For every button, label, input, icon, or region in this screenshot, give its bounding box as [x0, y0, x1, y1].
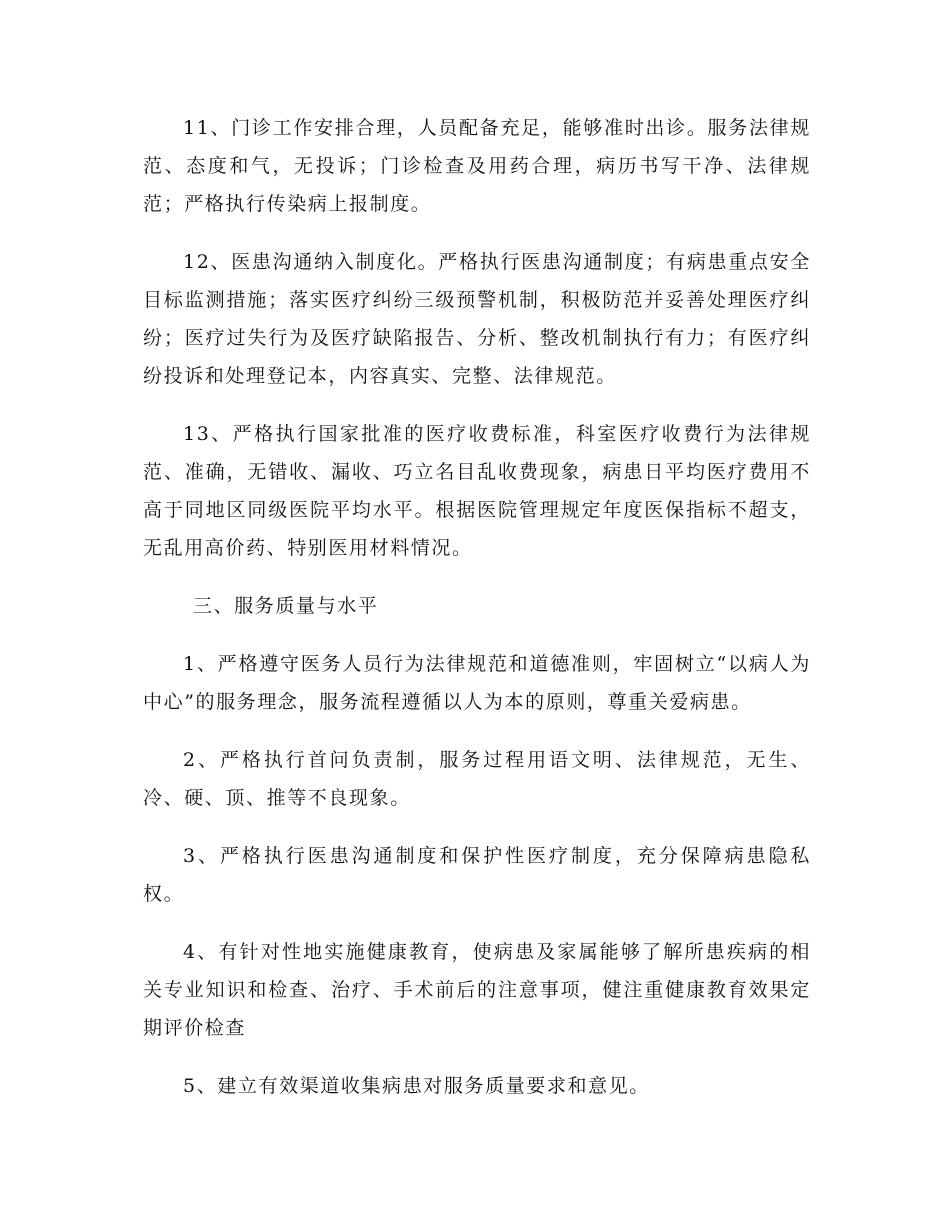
paragraph-12: 12、医患沟通纳入制度化。严格执行医患沟通制度；有病患重点安全目标监测措施；落实医疗纠纷三级预警机制，积极防范并妥善处理医疗纠纷；医疗过失行为及医疗缺陷报告、分析、整改机制执行有力；有医疗纠纷投诉和处理登记本，内容真实、完整、法律规范。 [143, 251, 811, 387]
document-body [143, 109, 811, 1125]
section-item-3: 3、严格执行医患沟通制度和保护性医疗制度，充分保障病患隐私权。 [143, 845, 811, 905]
section-item-2: 2、严格执行首问负责制，服务过程用语文明、法律规范，无生、冷、硬、顶、推等不良现象。 [143, 749, 811, 809]
section-heading: 三、服务质量与水平 [193, 595, 379, 617]
section-item-4: 4、有针对性地实施健康教育，使病患及家属能够了解所患疾病的相关专业知识和检查、治疗、手术前后的注意事项，健注重健康教育效果定期评价检查 [143, 941, 811, 1039]
paragraph-11: 11、门诊工作安排合理，人员配备充足，能够准时出诊。服务法律规范、态度和气，无投诉；门诊检查及用药合理，病历书写干净、法律规范；严格执行传染病上报制度。 [143, 117, 811, 215]
section-item-5: 5、建立有效渠道收集病患对服务质量要求和意见。 [183, 1075, 650, 1097]
section-item-1: 1、严格遵守医务人员行为法律规范和道德准则，牢固树立“以病人为中心”的服务理念，服务流程遵循以人为本的原则，尊重关爱病患。 [143, 653, 811, 713]
paragraph-13: 13、严格执行国家批准的医疗收费标准，科室医疗收费行为法律规范、准确，无错收、漏收、巧立名目乱收费现象，病患日平均医疗费用不高于同地区同级医院平均水平。根据医院管理规定年度医保指标不超支，无乱用高价药、特别医用材料情况。 [143, 423, 811, 559]
